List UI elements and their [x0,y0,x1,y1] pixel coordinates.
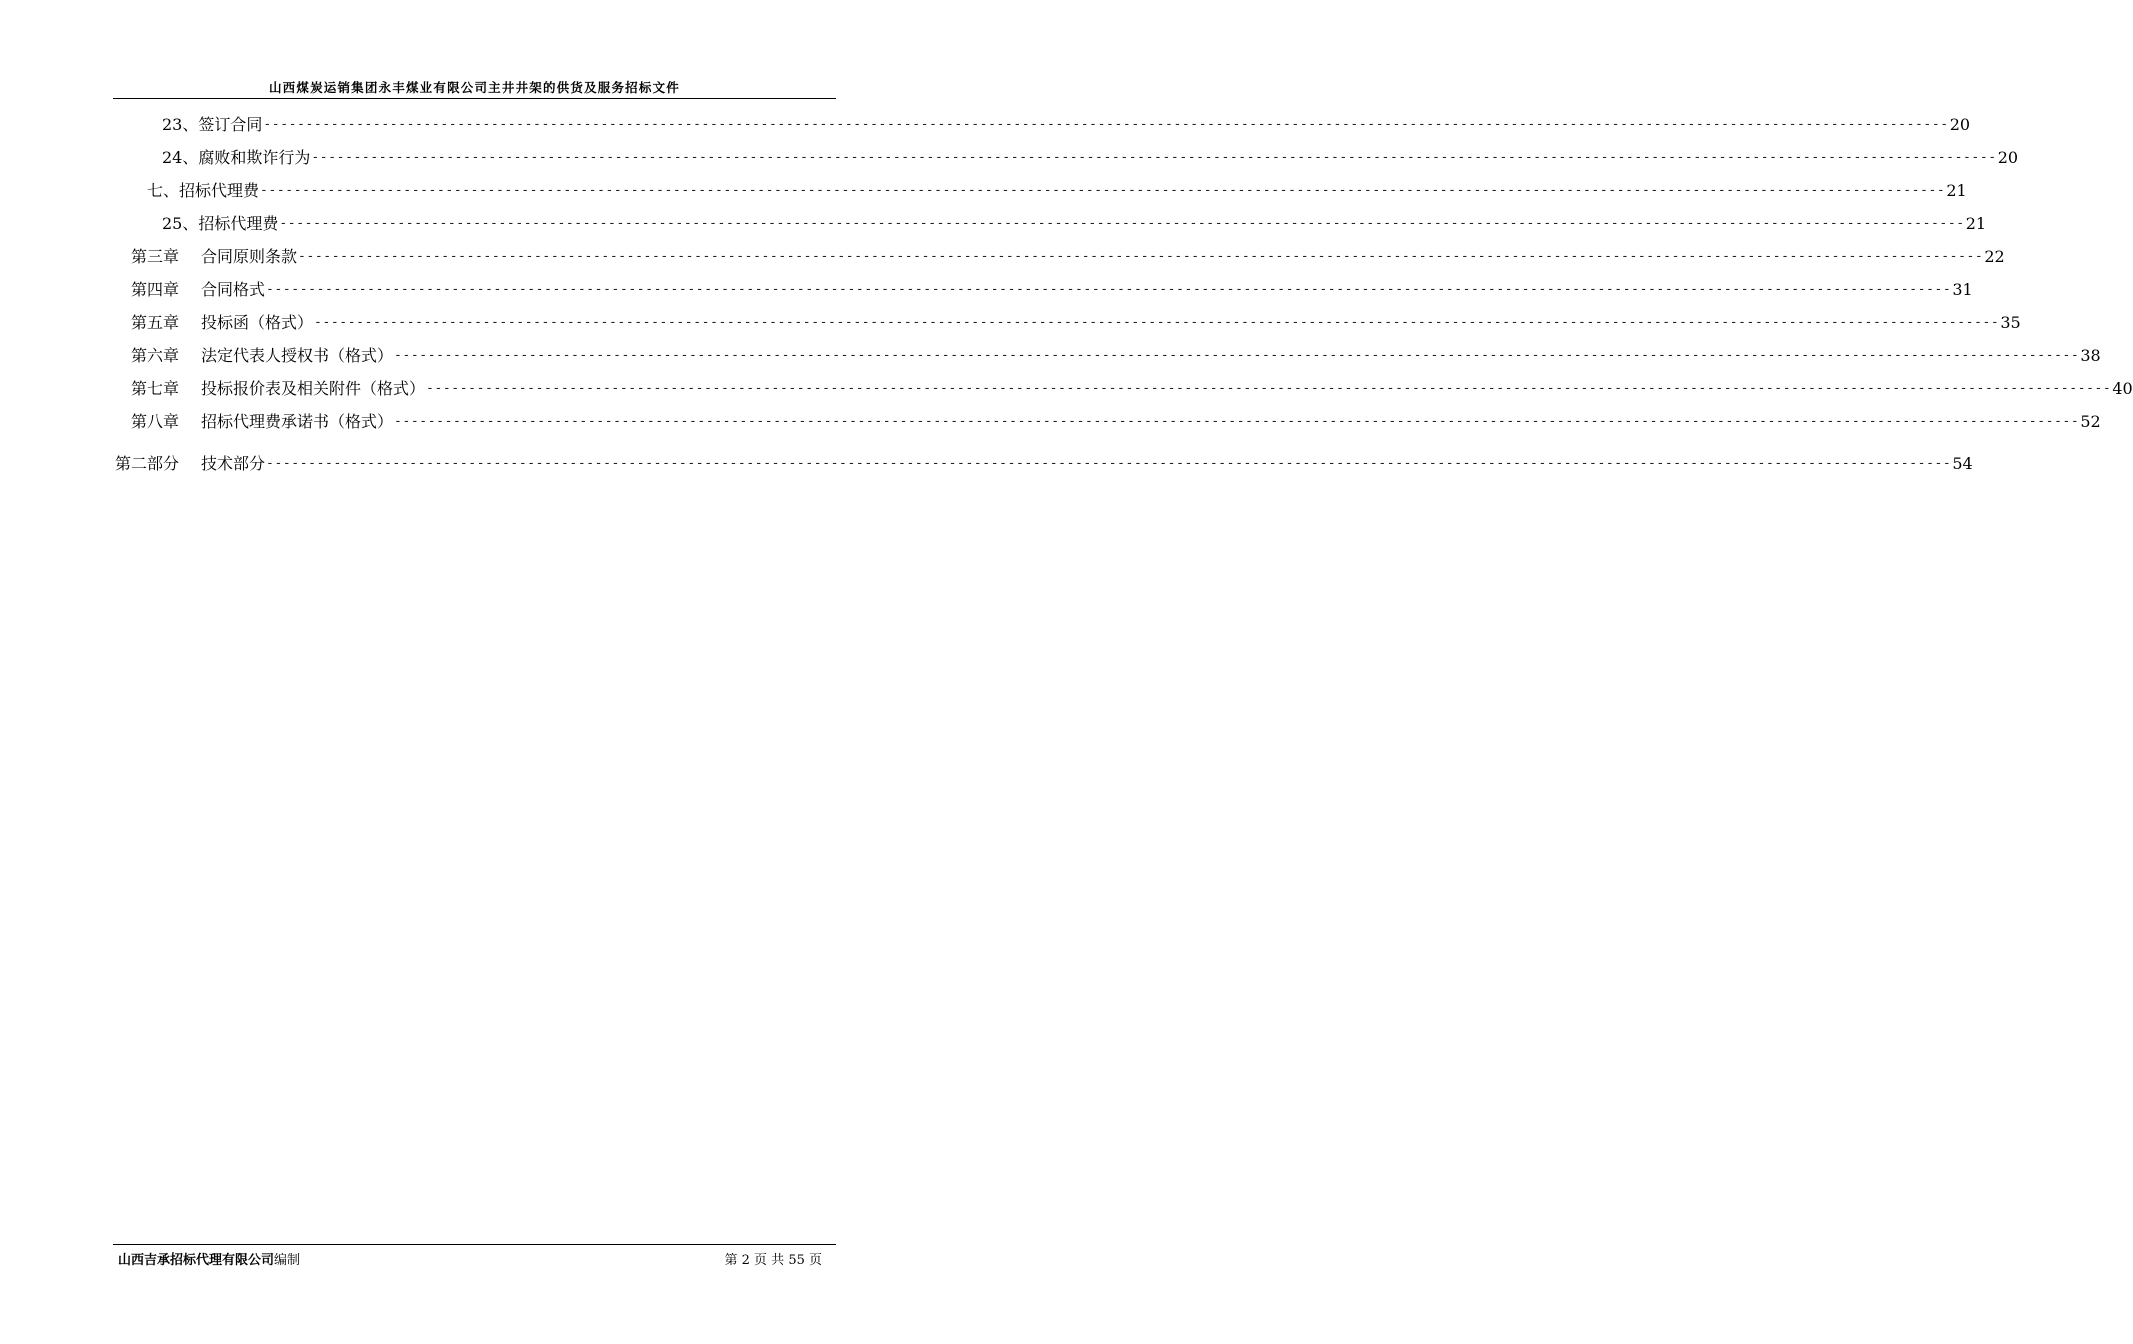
toc-page-number: 20 [1997,148,2019,167]
toc-entry[interactable] [115,452,1973,476]
toc-entry-label: 23、签订合同 [162,115,263,134]
toc-chapter-number: 第四章 [131,280,180,299]
toc-entry-label [131,245,297,269]
toc-dot-leader: -------------------------------------------------------------------------------------------------------------------------------------------------------------------------------------------------------- [279,216,1965,231]
toc-dot-leader: -------------------------------------------------------------------------------------------------------------------------------------------------------------------------------------------------------- [263,117,1949,132]
toc-dot-leader: -------------------------------------------------------------------------------------------------------------------------------------------------------------------------------------------------------- [260,183,1946,198]
toc-chapter-title: 法定代表人授权书（格式） [201,346,394,365]
footer-page-info: 第 2 页 共 55 页 [724,1253,822,1268]
toc-dot-leader: -------------------------------------------------------------------------------------------------------------------------------------------------------------------------------------------------------- [394,348,2080,363]
toc-dot-leader: -------------------------------------------------------------------------------------------------------------------------------------------------------------------------------------------------------- [394,414,2080,429]
toc-entry-label [115,452,265,476]
toc-entry[interactable] [147,179,1967,203]
toc-chapter-title: 合同格式 [201,280,266,299]
toc-part-title: 技术部分 [201,454,266,473]
toc-dot-leader: -------------------------------------------------------------------------------------------------------------------------------------------------------------------------------------------------------- [266,456,1952,471]
toc-entry-label [131,410,393,434]
toc-dot-leader: -------------------------------------------------------------------------------------------------------------------------------------------------------------------------------------------------------- [314,315,2000,330]
toc-part-number: 第二部分 [115,454,180,473]
toc-chapter-number: 第八章 [131,412,180,431]
header-divider [113,98,836,99]
toc-page-number: 40 [2112,379,2133,398]
toc-entry-label [131,278,265,302]
toc-entry[interactable] [131,377,2133,401]
toc-page-number: 31 [1952,280,1973,299]
toc-dot-leader: -------------------------------------------------------------------------------------------------------------------------------------------------------------------------------------------------------- [311,150,1997,165]
footer-organization: 山西吉承招标代理有限公司 [118,1253,275,1268]
toc-chapter-number: 第五章 [131,313,180,332]
toc-page-number: 22 [1984,247,2005,266]
toc-dot-leader: -------------------------------------------------------------------------------------------------------------------------------------------------------------------------------------------------------- [426,381,2112,396]
toc-chapter-number: 第七章 [131,379,180,398]
toc-entry[interactable] [162,113,1971,137]
toc-page-number: 38 [2080,346,2101,365]
toc-chapter-title: 合同原则条款 [201,247,298,266]
footer-divider [113,1244,836,1245]
toc-entry[interactable] [131,278,1973,302]
toc-entry-label [131,311,313,335]
toc-chapter-title: 招标代理费承诺书（格式） [201,412,394,431]
toc-page-number: 21 [1946,181,1967,200]
toc-page-number: 54 [1952,454,1973,473]
toc-entry[interactable] [131,245,2005,269]
toc-entry-label: 24、腐败和欺诈行为 [162,148,311,167]
document-header-title: 山西煤炭运销集团永丰煤业有限公司主井井架的供货及服务招标文件 [268,80,680,95]
toc-entry-label [131,344,393,368]
toc-entry[interactable] [131,344,2101,368]
toc-entry[interactable] [131,311,2021,335]
footer-publisher [118,1249,300,1268]
toc-chapter-title: 投标函（格式） [201,313,314,332]
toc-dot-leader: -------------------------------------------------------------------------------------------------------------------------------------------------------------------------------------------------------- [298,249,1984,264]
footer-suffix: 编制 [274,1253,301,1268]
toc-chapter-title: 投标报价表及相关附件（格式） [201,379,426,398]
toc-page-number: 35 [2000,313,2021,332]
toc-entry[interactable] [131,410,2101,434]
toc-entry-label: 25、招标代理费 [162,214,279,233]
toc-page-number: 20 [1949,115,1971,134]
toc-chapter-number: 第三章 [131,247,180,266]
toc-entry-label [131,377,425,401]
toc-dot-leader: -------------------------------------------------------------------------------------------------------------------------------------------------------------------------------------------------------- [266,282,1952,297]
toc-page-number: 21 [1965,214,1987,233]
toc-entry[interactable] [162,212,1987,236]
toc-page-number: 52 [2080,412,2101,431]
toc-chapter-number: 第六章 [131,346,180,365]
toc-entry-label: 七、招标代理费 [147,181,260,200]
toc-entry[interactable] [162,146,2019,170]
